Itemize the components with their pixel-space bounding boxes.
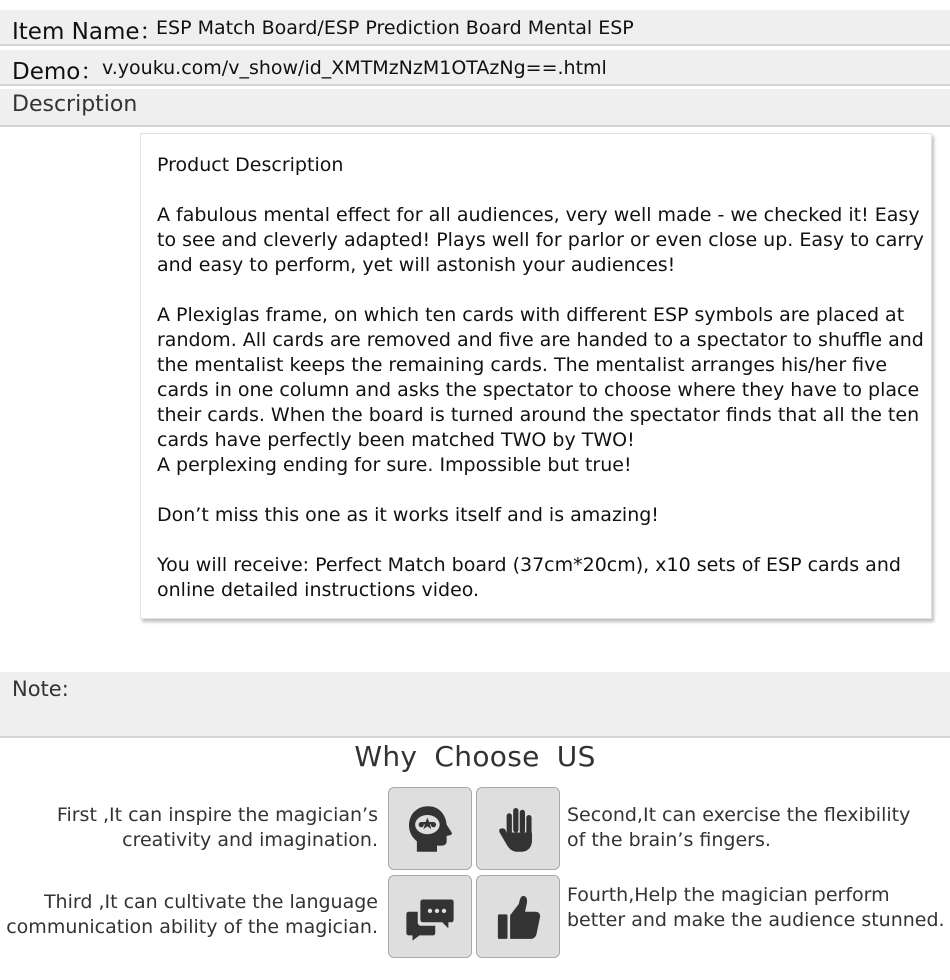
feature-third-line1: Third ,It can cultivate the language [43,891,378,913]
item-name-value: ESP Match Board/ESP Prediction Board Mental ESP [156,17,634,39]
demo-row [0,50,950,86]
chat-bubbles-icon [402,889,458,945]
brain-head-icon [402,801,458,857]
product-description-box [140,133,932,619]
description-label: Description [12,92,138,117]
description-paragraph-4: Don’t miss this one as it works itself and is amazing! [157,504,659,526]
feature-third-line2: communication ability of the magician. [6,916,378,938]
description-paragraph-3: A perplexing ending for sure. Impossible but true! [157,454,632,476]
feature-first-line2: creativity and imagination. [122,829,378,851]
why-choose-us-title: Why Choose US [354,740,596,773]
brain-icon-box [388,787,472,870]
feature-first-line1: First ,It can inspire the magician’s [56,804,378,826]
feature-fourth [567,883,950,933]
description-paragraph-2: A Plexiglas frame, on which ten cards with different ESP symbols are placed at random. All cards are removed and five are handed to a spectator to shuffle and the mentalist keeps the remaining cards. The mentalist arranges his/her five cards in one column and asks the spectator to choose where they have to place their cards. When the board is turned around the spectator finds that all the ten cards have perfectly been matched TWO by TWO! [157,304,924,451]
hand-icon [490,801,546,857]
description-text [157,153,937,628]
description-row [0,89,950,127]
demo-link[interactable]: v.youku.com/v_show/id_XMTMzNzM1OTAzNg==.html [102,57,607,79]
thumbs-up-icon [490,889,546,945]
description-paragraph-5: You will receive: Perfect Match board (37cm*20cm), x10 sets of ESP cards and online detailed instructions video. [157,554,901,601]
feature-fourth-line1: Fourth,Help the magician perform [567,884,890,906]
description-heading: Product Description [157,154,344,176]
feature-second-line2: of the brain’s fingers. [567,829,771,851]
demo-label: Demo： [12,59,104,85]
description-paragraph-1: A fabulous mental effect for all audiences, very well made - we checked it! Easy to see and cleverly adapted! Plays well for parlor or even close up. Easy to carry and easy to perform, yet will astonish your audiences! [157,204,924,276]
note-row [0,672,950,738]
item-name-row [0,10,950,46]
item-name-label: Item Name： [12,19,163,45]
feature-second-line1: Second,It can exercise the flexibility [567,804,911,826]
thumbs-up-icon-box [476,875,560,958]
feature-third [0,890,378,940]
hand-icon-box [476,787,560,870]
feature-first [0,803,378,853]
feature-second [567,803,950,853]
chat-icon-box [388,875,472,958]
note-label: Note: [12,677,69,701]
feature-fourth-line2: better and make the audience stunned. [567,909,945,931]
